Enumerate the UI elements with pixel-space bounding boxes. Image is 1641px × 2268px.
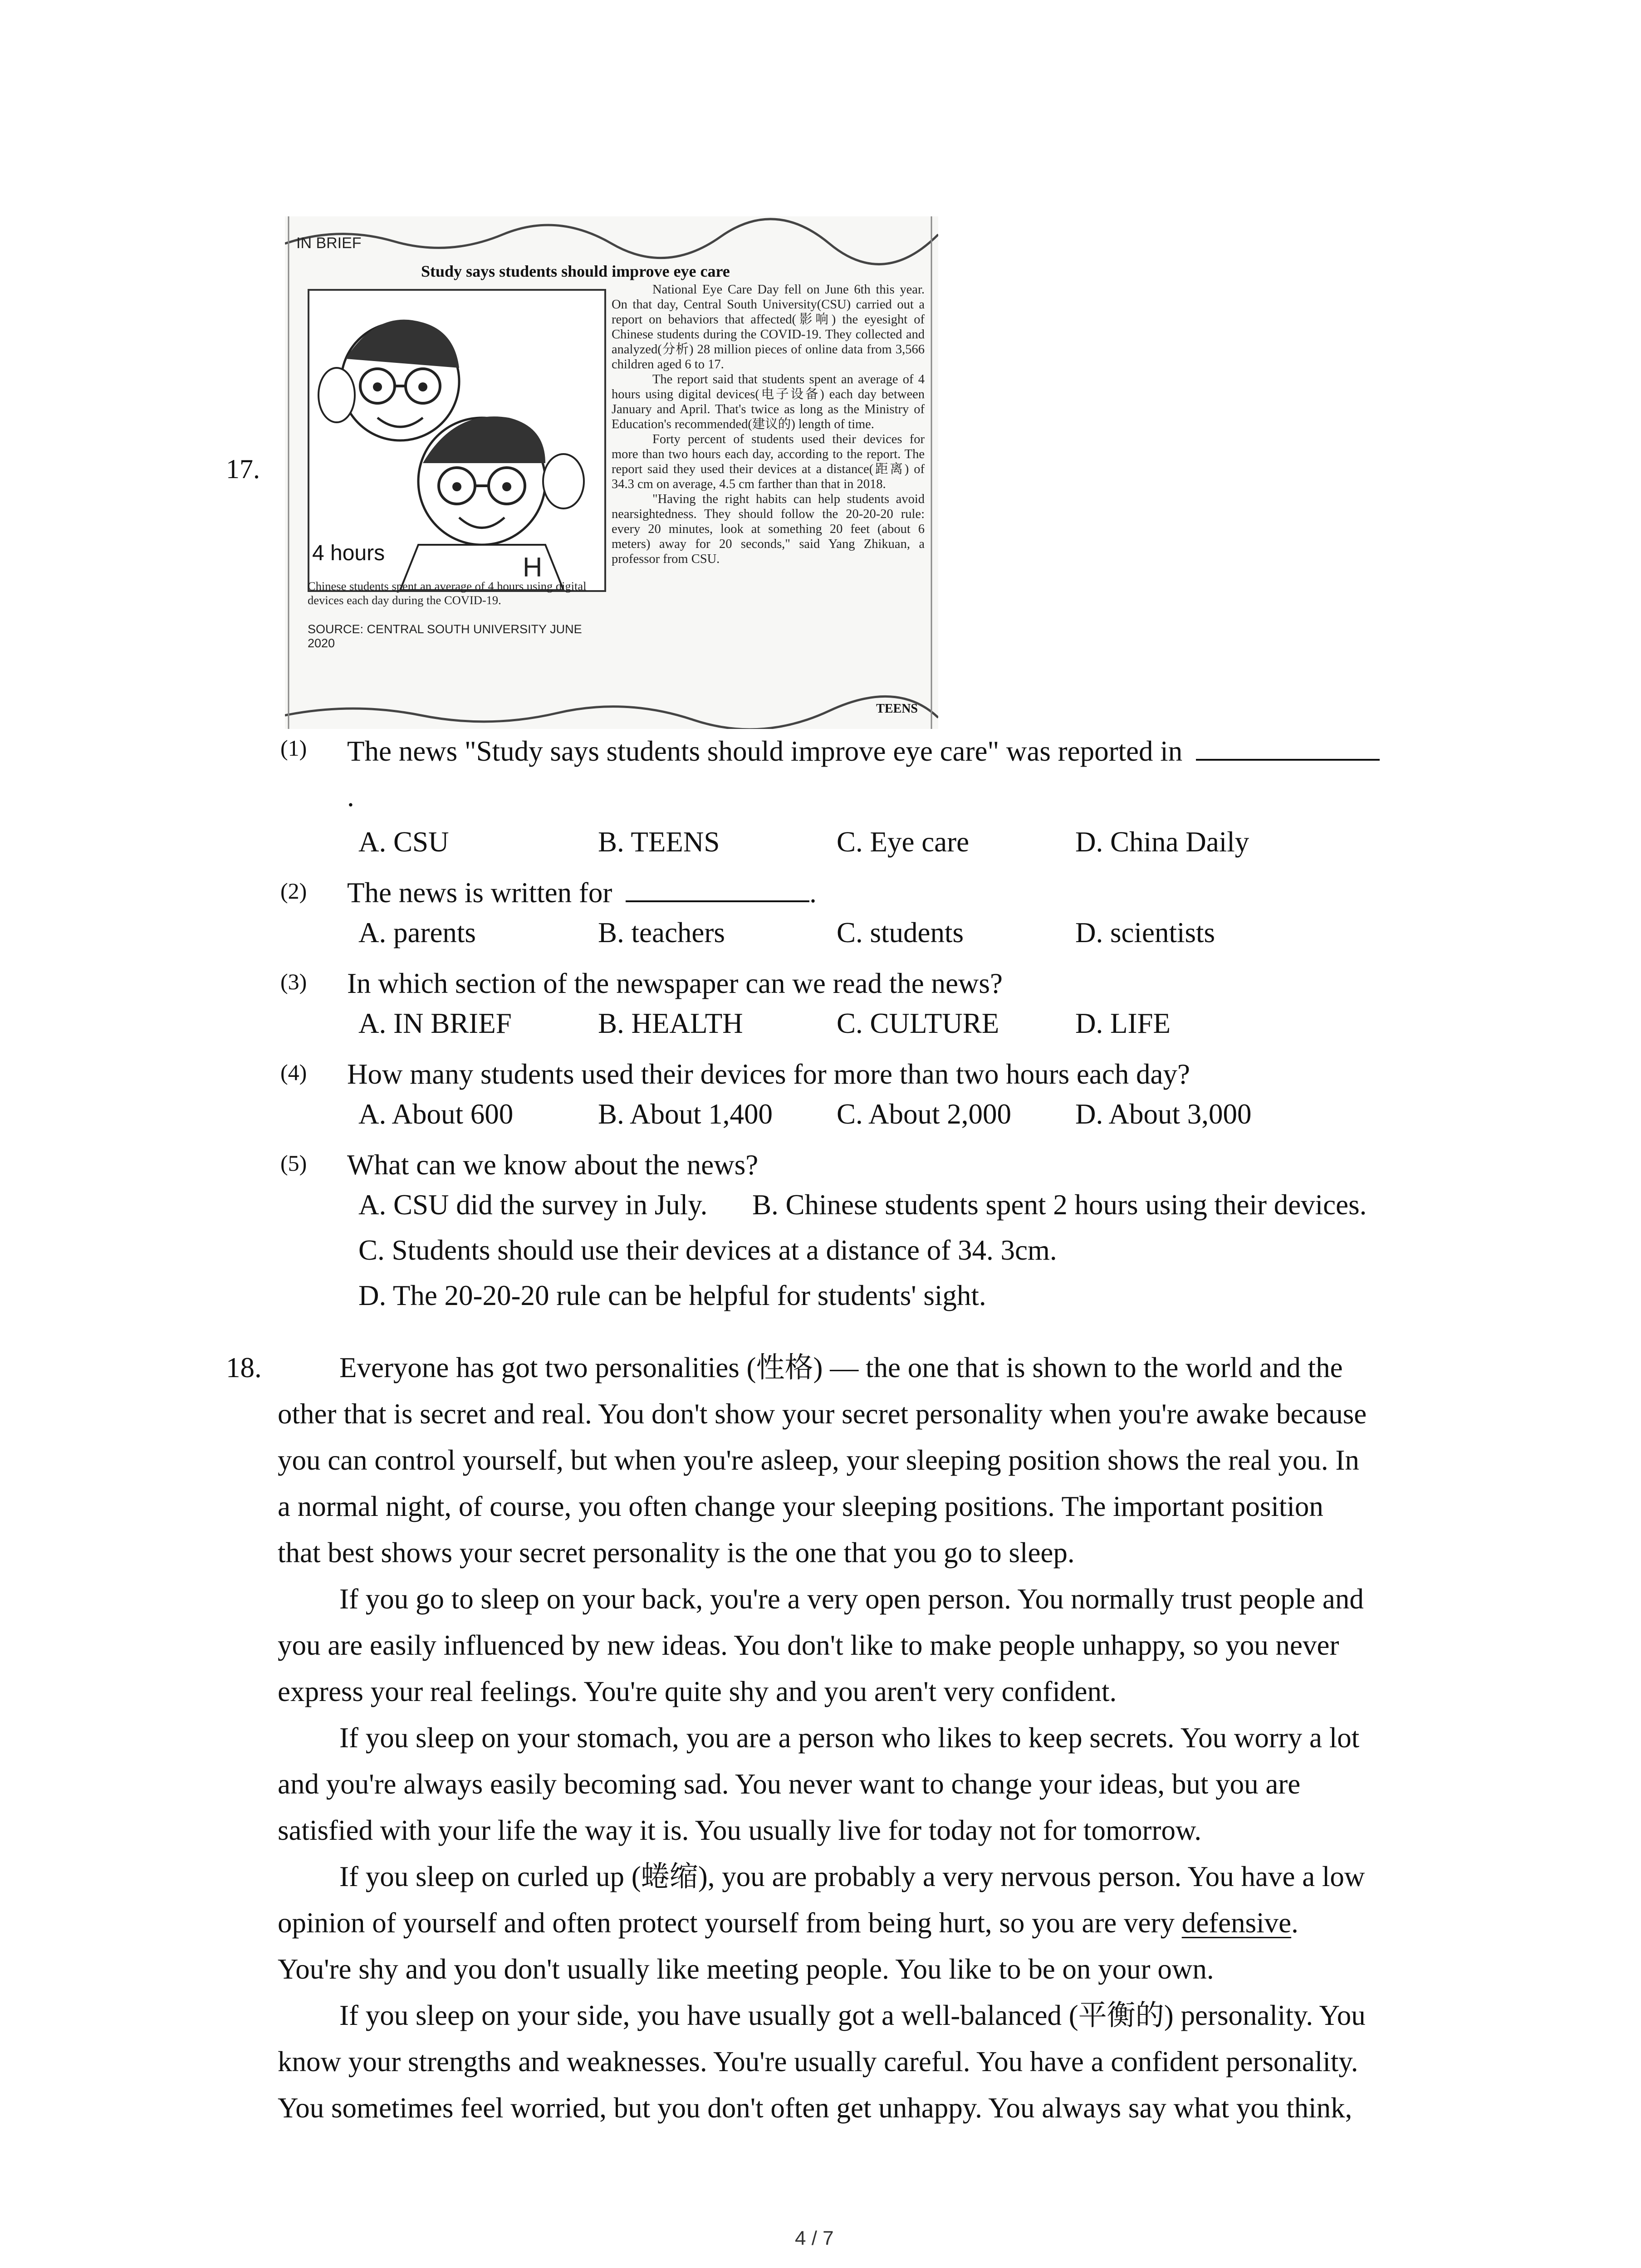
option-d[interactable]: D. scientists: [1075, 917, 1215, 948]
sub-question-number: (1): [280, 735, 307, 761]
option-d[interactable]: D. China Daily: [1075, 826, 1249, 858]
option-d[interactable]: D. About 3,000: [1075, 1098, 1252, 1130]
option-a[interactable]: A. CSU: [358, 826, 449, 858]
passage-line: Everyone has got two personalities (性格) — the one that is shown to the world and the: [339, 1352, 1343, 1383]
punctuation: .: [1291, 1907, 1298, 1939]
option-c[interactable]: C. About 2,000: [837, 1098, 1012, 1130]
sub-question-stem: What can we know about the news?: [347, 1149, 759, 1181]
article-paragraph: National Eye Care Day fell on June 6th this year. On that day, Central South University(CSU) carried out a report on behaviors that affected(影响) the eyesight of Chinese students during the COVID-19. They collected and analyzed(分析) 28 million pieces of online data from 3,566 children aged 6 to 17.: [612, 283, 925, 371]
passage-line: You sometimes feel worried, but you don't often get unhappy. You always say what you think,: [278, 2092, 1352, 2124]
image-source: SOURCE: CENTRAL SOUTH UNIVERSITY JUNE 2020: [308, 622, 582, 650]
option-c[interactable]: C. Eye care: [837, 826, 970, 858]
passage-line: know your strengths and weaknesses. You're usually careful. You have a confident personality.: [278, 2046, 1358, 2077]
option-b[interactable]: B. Chinese students spent 2 hours using their devices.: [752, 1189, 1367, 1221]
answer-blank[interactable]: [1196, 730, 1380, 761]
sub-question-stem: [347, 728, 1380, 774]
passage-line: a normal night, of course, you often change your sleeping positions. The important position: [278, 1491, 1323, 1522]
passage-line: If you sleep on your side, you have usually got a well-balanced (平衡的) personality. You: [339, 1999, 1366, 2031]
sub-question-stem: How many students used their devices for more than two hours each day?: [347, 1058, 1190, 1090]
article-paragraph: Forty percent of students used their devices for more than two hours each day, according to the report. The report said they used their devices at a distance(距离) of 34.3 cm on average, 4.5 cm farther than that in 2018.: [612, 432, 925, 491]
passage-line: you can control yourself, but when you're asleep, your sleeping position shows the real you. In: [278, 1444, 1359, 1476]
option-d[interactable]: D. The 20-20-20 rule can be helpful for students' sight.: [358, 1280, 986, 1311]
passage-line: If you go to sleep on your back, you're a very open person. You normally trust people and: [339, 1583, 1364, 1615]
question-number-17: 17.: [226, 454, 260, 484]
stem-tail: .: [809, 877, 817, 909]
stem-tail: .: [347, 781, 354, 812]
passage-line: you are easily influenced by new ideas. You don't like to make people unhappy, so you never: [278, 1629, 1339, 1661]
passage-line: satisfied with your life the way it is. You usually live for today not for tomorrow.: [278, 1814, 1202, 1846]
passage-line: other that is secret and real. You don't show your secret personality when you're awake because: [278, 1398, 1367, 1430]
option-a[interactable]: A. About 600: [358, 1098, 514, 1130]
option-c[interactable]: C. Students should use their devices at a distance of 34. 3cm.: [358, 1234, 1057, 1266]
section-label: IN BRIEF: [296, 235, 362, 252]
sub-question-number: (5): [280, 1150, 307, 1176]
image-label: 4 hours: [312, 541, 385, 565]
passage-line: If you sleep on your stomach, you are a person who likes to keep secrets. You worry a lot: [339, 1722, 1360, 1754]
passage-line: express your real feelings. You're quite shy and you aren't very confident.: [278, 1676, 1117, 1707]
article-paragraph: "Having the right habits can help students avoid nearsightedness. They should follow the 20-20-20 rule: every 20 minutes, look at something 20 feet (about 6 meters) away for 20 seconds," said Yang Zhikuan, a professor from CSU.: [612, 492, 925, 566]
stem-text: The news is written for: [347, 877, 612, 909]
underlined-word: defensive: [1181, 1907, 1292, 1939]
option-a[interactable]: A. IN BRIEF: [358, 1007, 512, 1039]
page-number: 4 / 7: [795, 2227, 834, 2249]
passage-line: [278, 1900, 1448, 1946]
option-b[interactable]: B. About 1,400: [598, 1098, 773, 1130]
sub-question-stem: [347, 870, 817, 916]
article-byline: TEENS: [876, 702, 918, 716]
sub-question-number: (2): [280, 878, 307, 904]
question-number-18: 18.: [226, 1352, 262, 1383]
sub-question-stem: In which section of the newspaper can we read the news?: [347, 968, 1003, 999]
option-c[interactable]: C. students: [837, 917, 964, 948]
option-a[interactable]: A. CSU did the survey in July.: [358, 1189, 708, 1221]
image-caption: Chinese students spent an average of 4 hours using digital devices each day during the COVID-19.: [308, 579, 587, 607]
option-b[interactable]: B. teachers: [598, 917, 725, 948]
passage-line: You're shy and you don't usually like meeting people. You like to be on your own.: [278, 1953, 1214, 1985]
option-a[interactable]: A. parents: [358, 917, 476, 948]
option-c[interactable]: C. CULTURE: [837, 1007, 999, 1039]
passage-line: If you sleep on curled up (蜷缩), you are probably a very nervous person. You have a low: [339, 1861, 1365, 1892]
passage-line: and you're always easily becoming sad. You never want to change your ideas, but you are: [278, 1768, 1301, 1800]
sub-question-number: (3): [280, 969, 307, 994]
newspaper-clipping: [285, 216, 938, 729]
stem-text: The news "Study says students should improve eye care" was reported in: [347, 735, 1183, 767]
reading-passage: [278, 1344, 1448, 2131]
article-headline: Study says students should improve eye care: [421, 262, 730, 280]
article-paragraph: The report said that students spent an average of 4 hours using digital devices(电子设备) each day between January and April. That's twice as long as the Ministry of Education's recommended(建议的) length of time.: [612, 372, 925, 431]
option-b[interactable]: B. TEENS: [598, 826, 720, 858]
passage-text: opinion of yourself and often protect yourself from being hurt, so you are very: [278, 1907, 1175, 1939]
svg-text:H: H: [523, 552, 543, 582]
option-b[interactable]: B. HEALTH: [598, 1007, 743, 1039]
sub-question-number: (4): [280, 1060, 307, 1085]
passage-line: that best shows your secret personality is the one that you go to sleep.: [278, 1537, 1075, 1569]
answer-blank[interactable]: [626, 871, 809, 902]
option-d[interactable]: D. LIFE: [1075, 1007, 1171, 1039]
article-body: [612, 282, 925, 567]
